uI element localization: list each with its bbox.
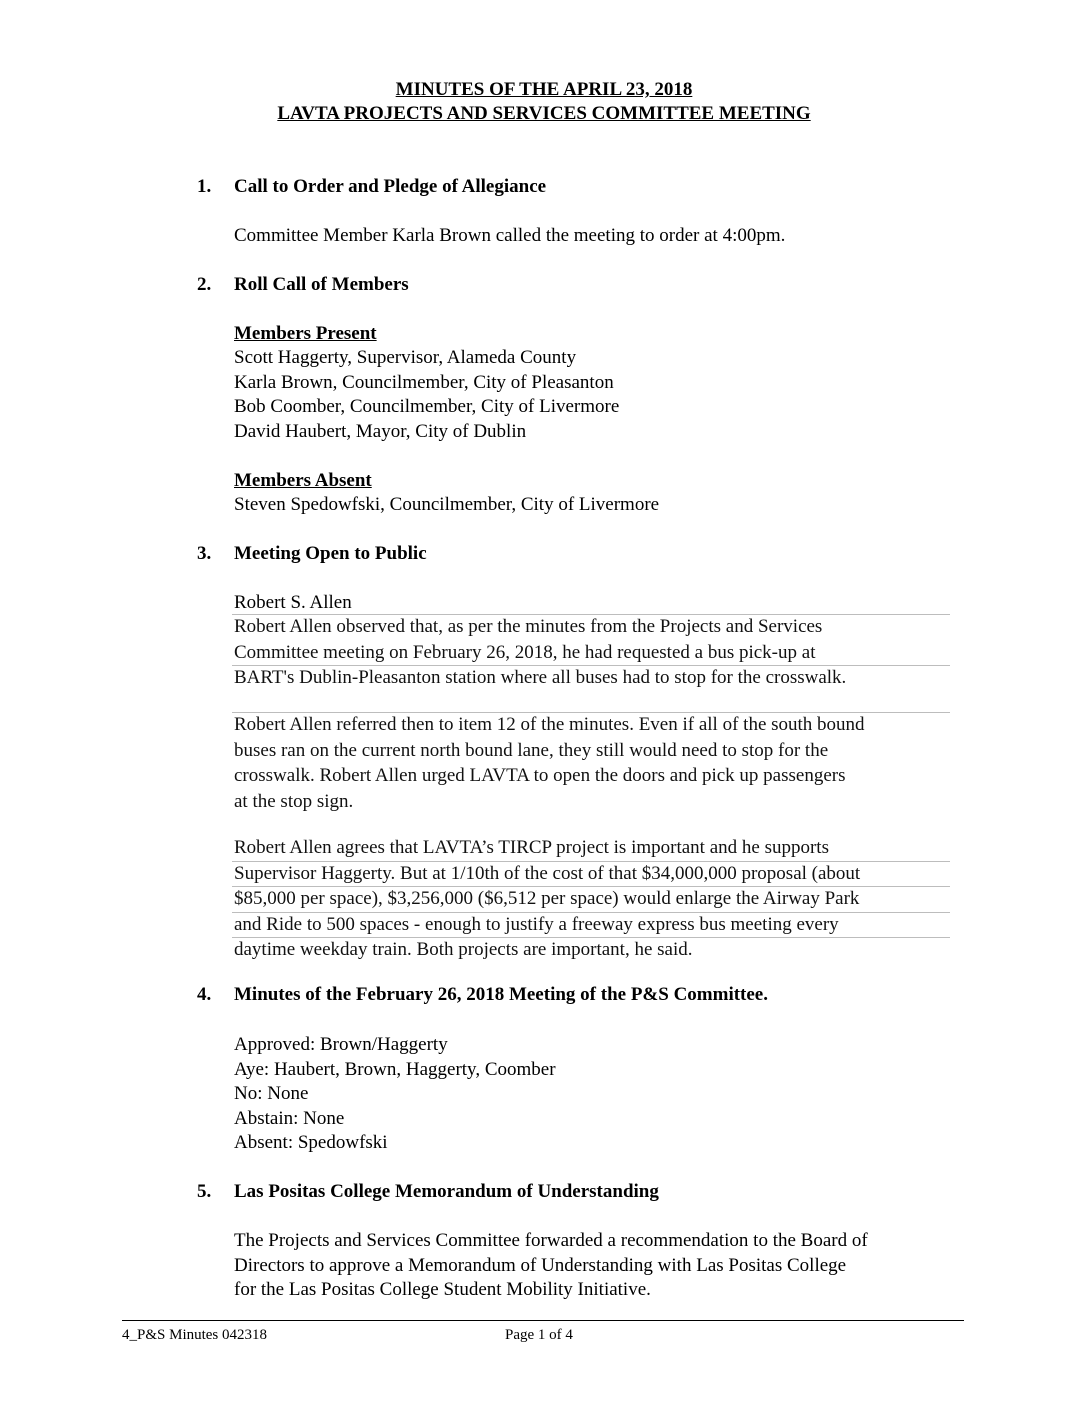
public-comment-paragraph-3 (232, 835, 950, 963)
vote-line: Abstain: None (234, 1107, 345, 1129)
public-comment-paragraph-1 (232, 614, 950, 691)
section-5-number: 5. (197, 1181, 212, 1202)
comment-line: Robert Allen observed that, as per the minutes from the Projects and Services (232, 614, 950, 640)
comment-line: daytime weekday train. Both projects are important, he said. (232, 937, 950, 963)
comment-line: at the stop sign. (234, 790, 354, 812)
comment-line: Robert Allen referred then to item 12 of the minutes. Even if all of the south bound (232, 712, 950, 738)
section-2-number: 2. (197, 274, 212, 295)
section-3-title: Meeting Open to Public (234, 543, 427, 564)
section-5-title: Las Positas College Memorandum of Understanding (234, 1181, 659, 1202)
vote-line: No: None (234, 1083, 309, 1104)
vote-line: Absent: Spedowfski (234, 1132, 388, 1153)
section-2-title: Roll Call of Members (234, 274, 409, 295)
member-present-item: David Haubert, Mayor, City of Dublin (234, 420, 527, 442)
comment-line: BART's Dublin-Pleasanton station where all buses had to stop for the crosswalk. (232, 665, 950, 691)
vote-line: Approved: Brown/Haggerty (234, 1034, 448, 1055)
minutes-title: MINUTES OF THE APRIL 23, 2018 (395, 79, 693, 100)
footer-page-number: Page 1 of 4 (505, 1327, 573, 1343)
footer-document-id: 4_P&S Minutes 042318 (122, 1327, 268, 1343)
comment-line: Committee meeting on February 26, 2018, he had requested a bus pick-up at (234, 641, 816, 663)
public-speaker-name: Robert S. Allen (234, 592, 352, 613)
members-absent-heading: Members Absent (234, 470, 372, 491)
section-1-title: Call to Order and Pledge of Allegiance (234, 176, 547, 197)
section-5-line: The Projects and Services Committee forwarded a recommendation to the Board of (234, 1230, 868, 1251)
committee-title: LAVTA PROJECTS AND SERVICES COMMITTEE MEETING (277, 103, 811, 124)
section-5-line: Directors to approve a Memorandum of Understanding with Las Positas College (234, 1254, 847, 1276)
comment-line: and Ride to 500 spaces - enough to justify a freeway express bus meeting every (232, 912, 950, 938)
members-present-heading: Members Present (234, 323, 377, 344)
comment-line: buses ran on the current north bound lane, they still would need to stop for the (234, 739, 829, 761)
member-present-item: Bob Coomber, Councilmember, City of Livermore (234, 396, 620, 417)
section-1-number: 1. (197, 176, 212, 197)
comment-line: Supervisor Haggerty. But at 1/10th of the cost of that $34,000,000 proposal (about (232, 861, 950, 887)
comment-line: $85,000 per space), $3,256,000 ($6,512 per space) would enlarge the Airway Park (232, 886, 950, 912)
section-3-number: 3. (197, 543, 212, 564)
section-1-text: Committee Member Karla Brown called the meeting to order at 4:00pm. (234, 225, 786, 246)
section-4-title: Minutes of the February 26, 2018 Meeting of the P&S Committee. (234, 984, 768, 1005)
member-present-item: Scott Haggerty, Supervisor, Alameda County (234, 347, 577, 368)
member-present-item: Karla Brown, Councilmember, City of Pleasanton (234, 371, 614, 393)
section-5-line: for the Las Positas College Student Mobility Initiative. (234, 1279, 651, 1300)
member-absent-item: Steven Spedowfski, Councilmember, City of Livermore (234, 494, 660, 515)
footer-divider (122, 1320, 964, 1321)
vote-line: Aye: Haubert, Brown, Haggerty, Coomber (234, 1058, 556, 1080)
section-4-number: 4. (197, 984, 212, 1005)
comment-line: Robert Allen agrees that LAVTA’s TIRCP project is important and he supports (234, 837, 829, 858)
comment-line: crosswalk. Robert Allen urged LAVTA to open the doors and pick up passengers (234, 765, 846, 786)
public-comment-paragraph-2 (232, 712, 950, 814)
